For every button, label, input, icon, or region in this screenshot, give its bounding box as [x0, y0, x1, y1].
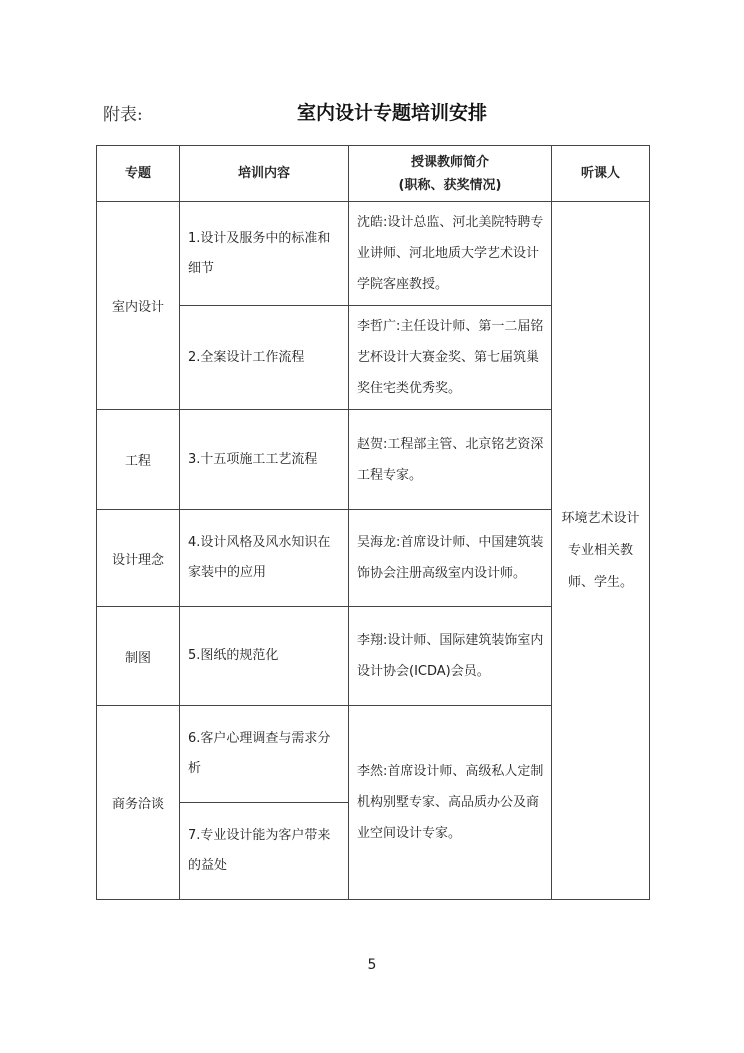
header-teacher-line1: 授课教师简介 [410, 154, 489, 170]
teacher-cell: 沈皓:设计总监、河北美院特聘专业讲师、河北地质大学艺术设计学院客座教授。 [349, 202, 552, 306]
content-cell: 3.十五项施工工艺流程 [180, 410, 349, 510]
content-cell: 2.全案设计工作流程 [180, 306, 349, 410]
page-number: 5 [367, 957, 377, 973]
audience-cell: 环境艺术设计专业相关教师、学生。 [552, 202, 650, 900]
header-content: 培训内容 [180, 146, 349, 202]
teacher-cell: 李翔:设计师、国际建筑装饰室内设计协会(ICDA)会员。 [349, 607, 552, 706]
annex-label: 附表: [103, 105, 143, 125]
teacher-cell: 赵贺:工程部主管、北京铭艺资深工程专家。 [349, 410, 552, 510]
header-teacher [349, 146, 552, 202]
topic-cell: 工程 [97, 410, 180, 510]
content-cell: 7.专业设计能为客户带来的益处 [180, 803, 349, 900]
page-title: 室内设计专题培训安排 [296, 102, 487, 124]
header-audience: 听课人 [552, 146, 650, 202]
topic-cell: 商务洽谈 [97, 706, 180, 900]
topic-cell: 设计理念 [97, 510, 180, 607]
content-cell: 6.客户心理调查与需求分析 [180, 706, 349, 803]
topic-cell: 室内设计 [97, 202, 180, 410]
title-line [0, 98, 744, 128]
teacher-cell: 吴海龙:首席设计师、中国建筑装饰协会注册高级室内设计师。 [349, 510, 552, 607]
topic-cell: 制图 [97, 607, 180, 706]
content-cell: 4.设计风格及风水知识在家装中的应用 [180, 510, 349, 607]
table-row [97, 202, 650, 306]
header-row [97, 146, 650, 202]
content-cell: 5.图纸的规范化 [180, 607, 349, 706]
teacher-cell: 李哲广:主任设计师、第一二届铭艺杯设计大赛金奖、第七届筑巢奖住宅类优秀奖。 [349, 306, 552, 410]
teacher-cell: 李然:首席设计师、高级私人定制机构别墅专家、高品质办公及商业空间设计专家。 [349, 706, 552, 900]
training-schedule-table [96, 145, 650, 900]
header-teacher-line2: (职称、获奖情况) [398, 177, 502, 193]
content-cell: 1.设计及服务中的标准和细节 [180, 202, 349, 306]
header-topic: 专题 [97, 146, 180, 202]
